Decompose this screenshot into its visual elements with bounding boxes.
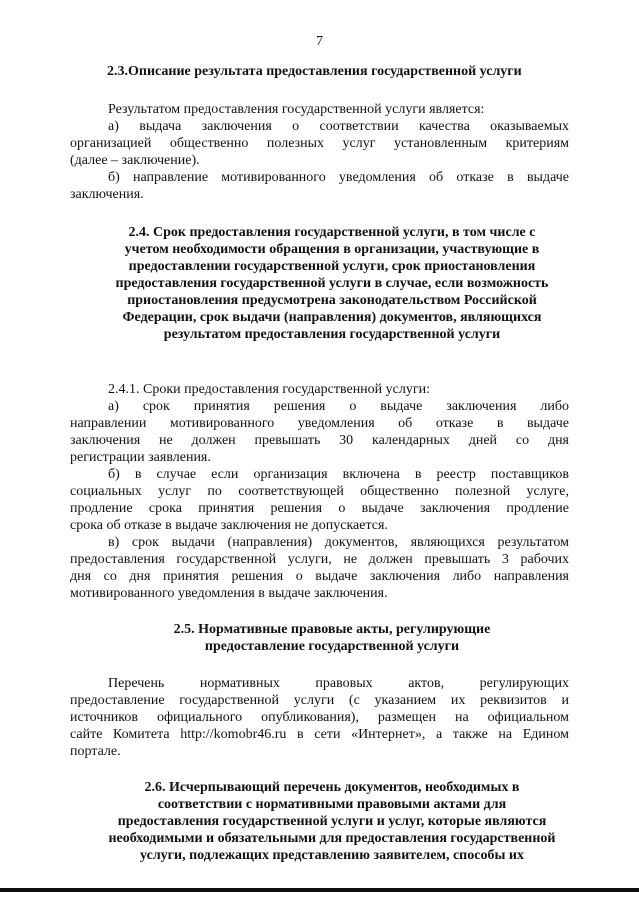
section-2-4-heading-line: учетом необходимости обращения в организации, участвующие в: [124, 242, 540, 257]
page-number: 7: [316, 34, 323, 49]
paragraph-line: в) срок выдачи (направления) документов, являющихся результатом: [108, 535, 569, 550]
paragraph-line: продление срока принятия решения о выдаче заключения продление: [70, 501, 569, 516]
paragraph-line: Результатом предоставления государственной услуги является:: [108, 102, 485, 117]
paragraph-line: б) направление мотивированного уведомления об отказе в выдаче: [108, 170, 569, 185]
section-2-4-heading-line: 2.4. Срок предоставления государственной услуги, в том числе с: [128, 225, 536, 240]
section-2-5-heading-line: предоставление государственной услуги: [204, 639, 460, 654]
section-2-4-heading-line: результатом предоставления государственной услуги: [163, 327, 501, 342]
section-2-4-heading-line: приостановления предусмотрена законодательством Российской: [127, 293, 537, 308]
paragraph-line: направлении мотивированного уведомления об отказе в выдаче: [70, 416, 569, 431]
paragraph-line: сайте Комитета http://komobr46.ru в сети «Интернет», а также на Едином: [70, 727, 569, 742]
scan-bottom-edge: [0, 888, 639, 892]
paragraph-line: срока об отказе в выдаче заключения не допускается.: [70, 518, 388, 533]
section-2-6-heading-line: услуги, подлежащих представлению заявителем, способы их: [140, 848, 524, 863]
paragraph-line: а) выдача заключения о соответствии качества оказываемых: [108, 119, 569, 134]
paragraph-line: предоставление государственной услуги (с указанием их реквизитов и: [70, 693, 569, 708]
paragraph-line: портале.: [70, 744, 121, 759]
section-2-5-heading-line: 2.5. Нормативные правовые акты, регулирующие: [173, 622, 491, 637]
section-2-4-heading-line: Федерации, срок выдачи (направления) документов, являющихся: [122, 310, 542, 325]
section-2-4-heading-line: предоставления государственной услуги в случае, если возможность: [115, 276, 549, 291]
paragraph-line: 2.4.1. Сроки предоставления государственной услуги:: [108, 382, 430, 397]
section-2-6-heading-line: соответствии с нормативными правовыми актами для: [157, 797, 507, 812]
section-2-4-heading-line: предоставлении государственной услуги, срок приостановления: [128, 259, 536, 274]
paragraph-line: заключения.: [70, 187, 144, 202]
section-2-6-heading-line: 2.6. Исчерпывающий перечень документов, необходимых в: [144, 780, 520, 795]
paragraph-line: организацией общественно полезных услуг установленным критериям: [70, 136, 569, 151]
paragraph-line: источников официального опубликования), размещен на официальном: [70, 710, 569, 725]
paragraph-line: (далее – заключение).: [70, 153, 200, 168]
paragraph-line: регистрации заявления.: [70, 450, 211, 465]
paragraph-line: дня со дня принятия решения о выдаче заключения либо направления: [70, 569, 569, 584]
paragraph-line: а) срок принятия решения о выдаче заключения либо: [108, 399, 569, 414]
paragraph-line: социальных услуг по соответствующей общественно полезной услуге,: [70, 484, 569, 499]
section-2-3-heading: 2.3.Описание результата предоставления государственной услуги: [107, 64, 522, 79]
paragraph-line: мотивированного уведомления в выдаче заключения.: [70, 586, 388, 601]
paragraph-line: Перечень нормативных правовых актов, регулирующих: [108, 676, 569, 691]
section-2-6-heading-line: предоставления государственной услуги и услуг, которые являются: [117, 814, 547, 829]
paragraph-line: б) в случае если организация включена в реестр поставщиков: [108, 467, 569, 482]
paragraph-line: предоставления государственной услуги, не должен превышать 3 рабочих: [70, 552, 569, 567]
section-2-6-heading-line: необходимыми и обязательными для предоставления государственной: [108, 831, 556, 846]
paragraph-line: заключения не должен превышать 30 календарных дней со дня: [70, 433, 569, 448]
